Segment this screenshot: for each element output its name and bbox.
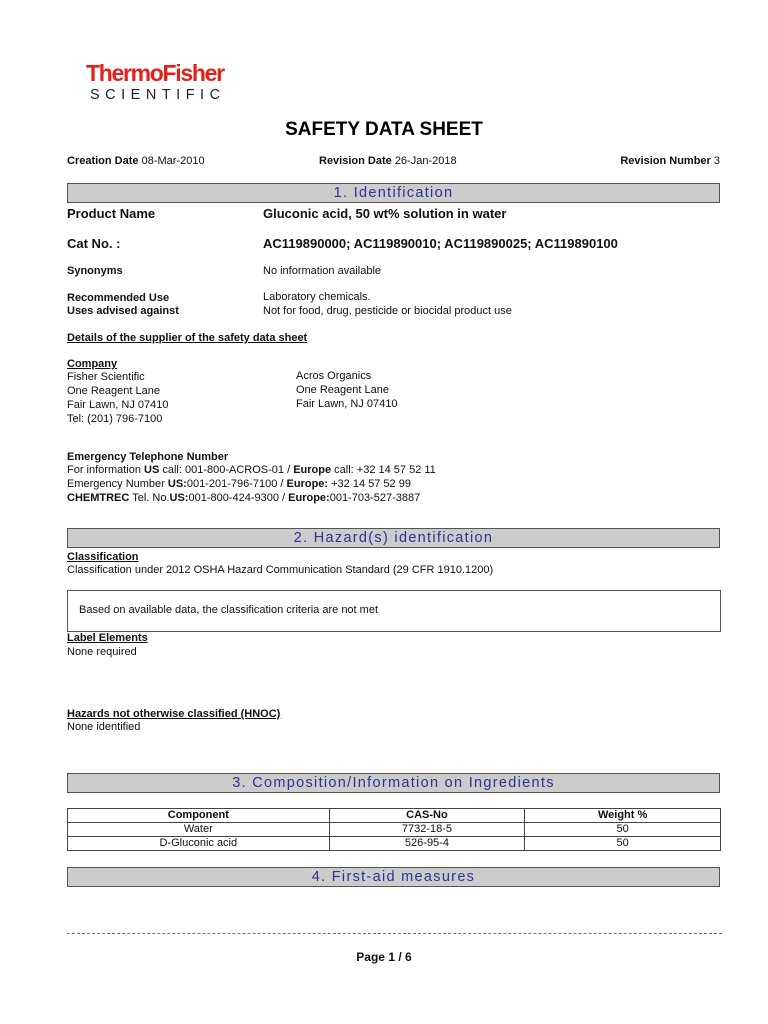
uses-against-label: Uses advised against (67, 305, 179, 317)
table-cell: 526-95-4 (329, 837, 525, 851)
creation-date-label: Creation Date (67, 155, 139, 167)
section-identification-header: 1. Identification (67, 183, 720, 203)
region-us: US: (169, 492, 189, 504)
text: Tel. No. (129, 492, 170, 504)
synonyms-label: Synonyms (67, 265, 123, 277)
revision-number (620, 155, 720, 167)
company-fisher (67, 370, 169, 426)
company-heading: Company (67, 358, 118, 370)
supplier-heading: Details of the supplier of the safety data sheet (67, 332, 308, 344)
chemtrec-label: CHEMTREC (67, 492, 130, 504)
classification-heading: Classification (67, 551, 139, 563)
column-header: CAS-No (329, 809, 525, 823)
page-title: SAFETY DATA SHEET (285, 119, 483, 140)
text: call: +32 14 57 52 11 (331, 464, 436, 476)
hnoc-heading: Hazards not otherwise classified (HNOC) (67, 708, 281, 720)
revision-date-label: Revision Date (319, 155, 392, 167)
text: For information (67, 464, 145, 476)
section-first-aid-header: 4. First-aid measures (67, 867, 720, 887)
table-cell: Water (68, 823, 330, 837)
classification-box (67, 590, 721, 632)
table-row (68, 837, 721, 851)
region-us: US (144, 464, 160, 476)
section-composition-header: 3. Composition/Information on Ingredients (67, 773, 720, 793)
classification-box-text: Based on available data, the classification criteria are not met (79, 604, 378, 616)
uses-against-value: Not for food, drug, pesticide or biocidal product use (263, 305, 512, 317)
table-cell: 7732-18-5 (329, 823, 525, 837)
company-fisher-line: Fisher Scientific (67, 371, 145, 383)
revision-date (319, 155, 457, 167)
section-hazard-header: 2. Hazard(s) identification (67, 528, 720, 548)
revision-number-label: Revision Number (620, 155, 711, 167)
page-value: 1 / 6 (388, 950, 412, 964)
page-label: Page (356, 950, 385, 964)
label-elements-heading: Label Elements (67, 632, 148, 644)
synonyms-value: No information available (263, 265, 382, 277)
text: 001-201-796-7100 / (186, 478, 287, 490)
recommended-use-label: Recommended Use (67, 292, 170, 304)
region-us: US: (167, 478, 187, 490)
classification-text: Classification under 2012 OSHA Hazard Communication Standard (29 CFR 1910.1200) (67, 564, 494, 576)
table-row (68, 823, 721, 837)
text: 001-703-527-3887 (329, 492, 421, 504)
creation-date (67, 155, 205, 167)
table-cell: 50 (525, 837, 721, 851)
region-europe: Europe (293, 464, 332, 476)
logo-wordmark: ThermoFisher (86, 60, 224, 86)
column-header: Weight % (525, 809, 721, 823)
footer-divider (67, 933, 722, 934)
product-name-value: Gluconic acid, 50 wt% solution in water (263, 206, 507, 221)
revision-date-value: 26-Jan-2018 (394, 155, 457, 167)
page-number (0, 950, 768, 964)
revision-number-value: 3 (713, 155, 720, 167)
emergency-line-info (67, 463, 436, 477)
company-fisher-phone: Tel: (201) 796-7100 (67, 413, 163, 425)
creation-date-value: 08-Mar-2010 (141, 155, 205, 167)
text: 001-800-424-9300 / (188, 492, 289, 504)
product-name-label: Product Name (67, 206, 156, 221)
column-header: Component (68, 809, 330, 823)
composition-table (67, 808, 721, 851)
table-cell: 50 (525, 823, 721, 837)
text: call: 001-800-ACROS-01 / (159, 464, 294, 476)
company-acros-line: One Reagent Lane (296, 384, 389, 396)
cat-no-value: AC119890000; AC119890010; AC119890025; AC119890100 (263, 236, 618, 251)
company-acros (296, 369, 398, 411)
emergency-heading: Emergency Telephone Number (67, 451, 229, 463)
hnoc-text: None identified (67, 721, 141, 733)
emergency-line-number (67, 477, 436, 491)
emergency-lines (67, 463, 436, 505)
cat-no-label: Cat No. : (67, 236, 121, 251)
company-acros-line: Fair Lawn, NJ 07410 (296, 398, 398, 410)
text: +32 14 57 52 99 (328, 478, 411, 490)
region-europe: Europe: (288, 492, 330, 504)
emergency-line-chemtrec (67, 491, 436, 505)
table-header-row (68, 809, 721, 823)
company-acros-line: Acros Organics (296, 370, 372, 382)
company-fisher-line: Fair Lawn, NJ 07410 (67, 399, 169, 411)
table-cell: D-Gluconic acid (68, 837, 330, 851)
logo-subtitle: SCIENTIFIC (90, 87, 226, 103)
region-europe: Europe: (286, 478, 329, 490)
company-fisher-line: One Reagent Lane (67, 385, 160, 397)
label-elements-text: None required (67, 646, 137, 658)
recommended-use-value: Laboratory chemicals. (263, 291, 371, 303)
text: Emergency Number (67, 478, 168, 490)
